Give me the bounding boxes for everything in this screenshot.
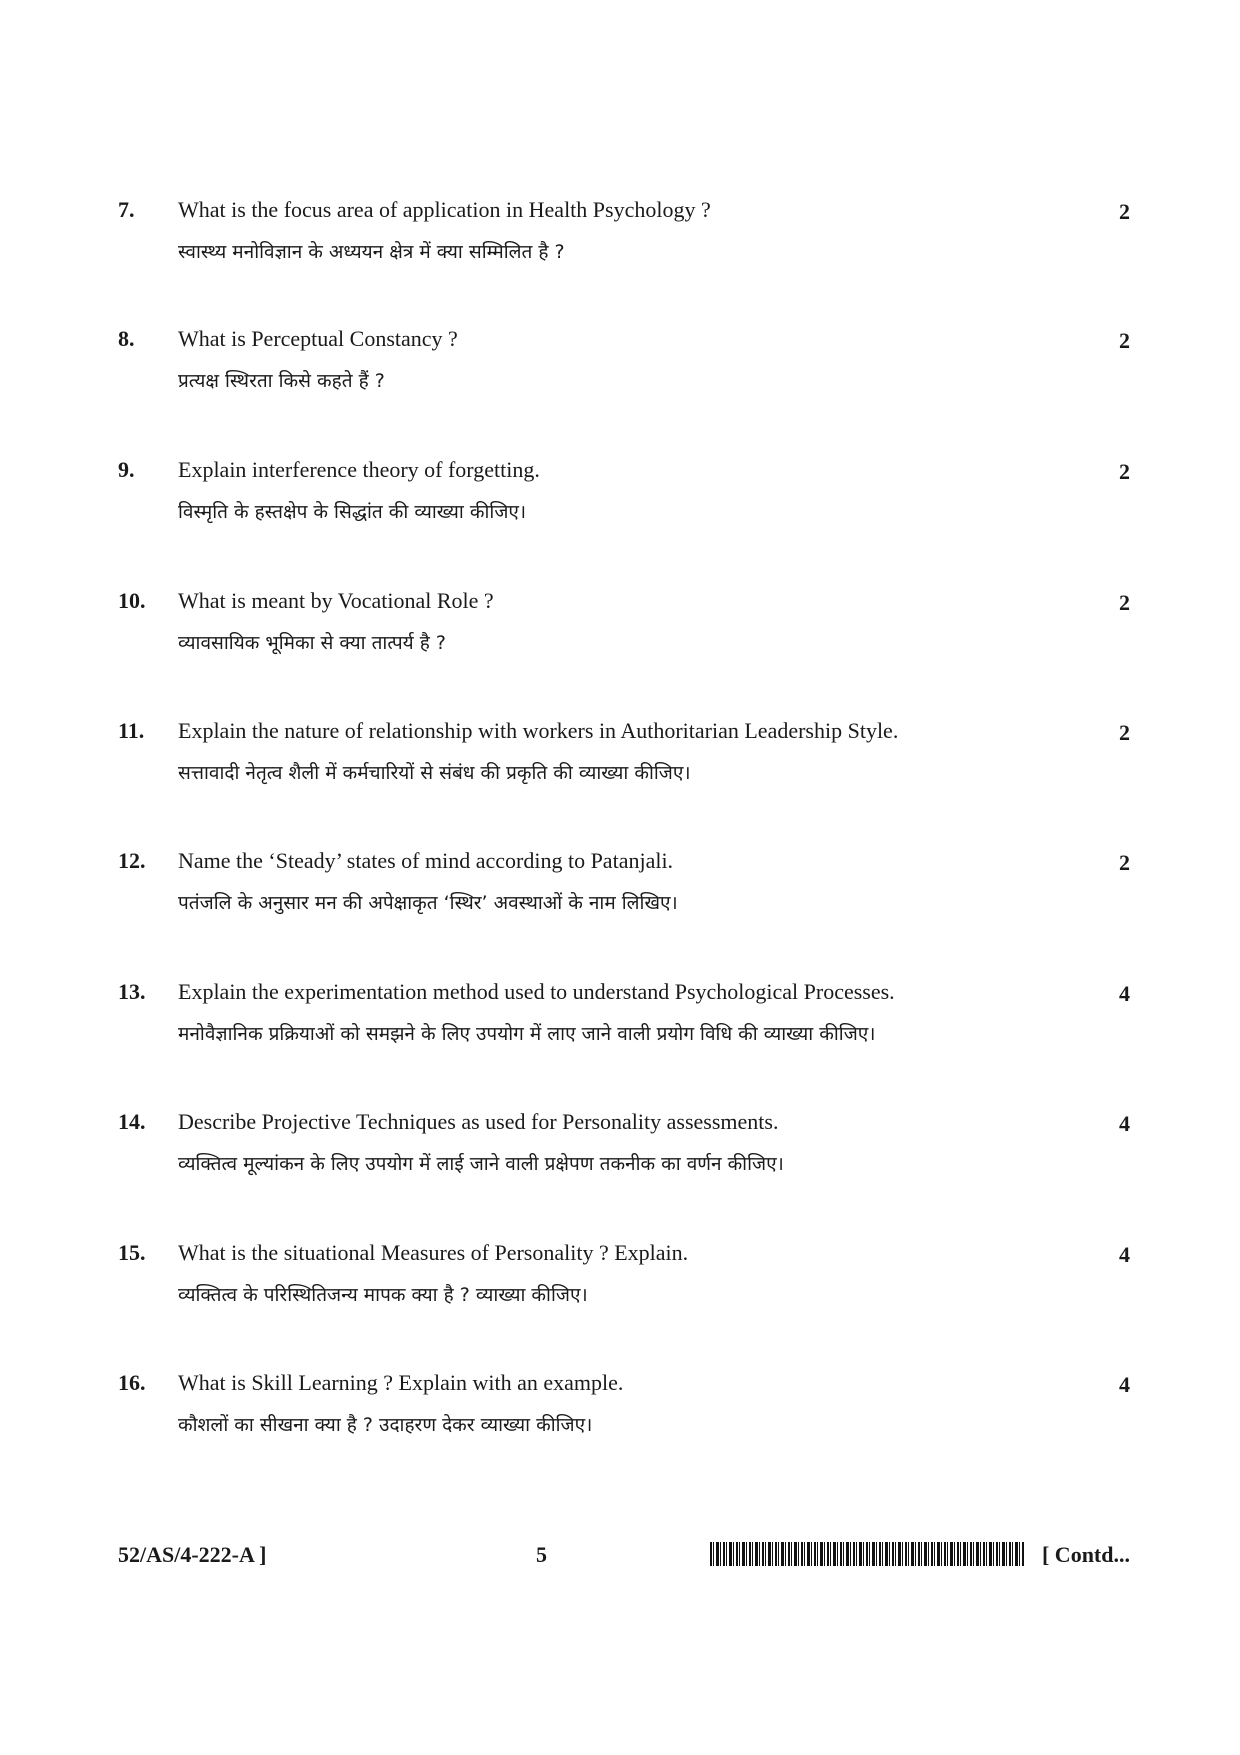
- question-marks: 2: [1119, 720, 1130, 745]
- question-14: [118, 1107, 1130, 1197]
- question-text-hindi: विस्मृति के हस्तक्षेप के सिद्धांत की व्याख्या कीजिए।: [178, 501, 527, 523]
- question-number: 9.: [118, 457, 135, 482]
- paper-code: 52/AS/4-222-A ]: [118, 1542, 267, 1567]
- question-marks: 4: [1119, 1372, 1130, 1397]
- question-number: 16.: [118, 1370, 146, 1395]
- question-13: [118, 977, 1130, 1067]
- question-number: 11.: [118, 718, 145, 743]
- question-10: [118, 586, 1130, 676]
- question-number: 14.: [118, 1109, 146, 1134]
- barcode: [710, 1542, 1024, 1566]
- question-text-english: What is meant by Vocational Role ?: [178, 588, 494, 613]
- question-marks: 2: [1119, 199, 1130, 224]
- question-text-hindi: पतंजलि के अनुसार मन की अपेक्षाकृत ‘स्थिर’ अवस्थाओं के नाम लिखिए।: [178, 892, 678, 914]
- question-marks: 4: [1119, 1242, 1130, 1267]
- question-text-english: Explain the nature of relationship with workers in Authoritarian Leadership Style.: [178, 718, 899, 743]
- question-text-english: Describe Projective Techniques as used for Personality assessments.: [178, 1109, 779, 1134]
- question-8: [118, 324, 1130, 414]
- question-text-hindi: व्यक्तित्व मूल्यांकन के लिए उपयोग में लाई जाने वाली प्रक्षेपण तकनीक का वर्णन कीजिए।: [178, 1153, 784, 1175]
- question-number: 8.: [118, 326, 135, 351]
- page-footer: [118, 1538, 1130, 1572]
- question-text-english: Explain interference theory of forgetting.: [178, 457, 540, 482]
- question-text-english: Name the ‘Steady’ states of mind according to Patanjali.: [178, 848, 674, 873]
- question-12: [118, 846, 1130, 936]
- question-text-hindi: कौशलों का सीखना क्या है ? उदाहरण देकर व्याख्या कीजिए।: [178, 1414, 593, 1436]
- question-text-english: What is the situational Measures of Personality ? Explain.: [178, 1240, 689, 1265]
- question-marks: 2: [1119, 459, 1130, 484]
- question-text-hindi: प्रत्यक्ष स्थिरता किसे कहते हैं ?: [178, 370, 385, 392]
- question-9: [118, 455, 1130, 545]
- question-marks: 4: [1119, 1111, 1130, 1136]
- question-number: 10.: [118, 588, 146, 613]
- question-text-english: Explain the experimentation method used to understand Psychological Processes.: [178, 979, 895, 1004]
- question-15: [118, 1238, 1130, 1328]
- question-marks: 2: [1119, 850, 1130, 875]
- question-text-hindi: स्वास्थ्य मनोविज्ञान के अध्ययन क्षेत्र में क्या सम्मिलित है ?: [178, 241, 565, 263]
- question-text-hindi: मनोवैज्ञानिक प्रक्रियाओं को समझने के लिए उपयोग में लाए जाने वाली प्रयोग विधि की व्याख्या कीजिए।: [178, 1023, 876, 1045]
- continued-label: [ Contd...: [1041, 1542, 1130, 1567]
- question-text-english: What is Skill Learning ? Explain with an example.: [178, 1370, 624, 1395]
- question-marks: 2: [1119, 328, 1130, 353]
- question-text-hindi: सत्तावादी नेतृत्व शैली में कर्मचारियों से संबंध की प्रकृति की व्याख्या कीजिए।: [178, 762, 691, 784]
- question-text-hindi: व्यक्तित्व के परिस्थितिजन्य मापक क्या है ? व्याख्या कीजिए।: [178, 1284, 588, 1306]
- question-number: 7.: [118, 197, 135, 222]
- question-marks: 4: [1119, 981, 1130, 1006]
- page-number: 5: [536, 1542, 547, 1567]
- question-7: [118, 195, 1130, 285]
- question-16: [118, 1368, 1130, 1458]
- question-number: 15.: [118, 1240, 146, 1265]
- question-text-english: What is the focus area of application in Health Psychology ?: [178, 197, 711, 222]
- question-11: [118, 716, 1130, 806]
- question-marks: 2: [1119, 590, 1130, 615]
- question-text-hindi: व्यावसायिक भूमिका से क्या तात्पर्य है ?: [178, 632, 446, 654]
- question-number: 13.: [118, 979, 146, 1004]
- question-text-english: What is Perceptual Constancy ?: [178, 326, 458, 351]
- question-number: 12.: [118, 848, 146, 873]
